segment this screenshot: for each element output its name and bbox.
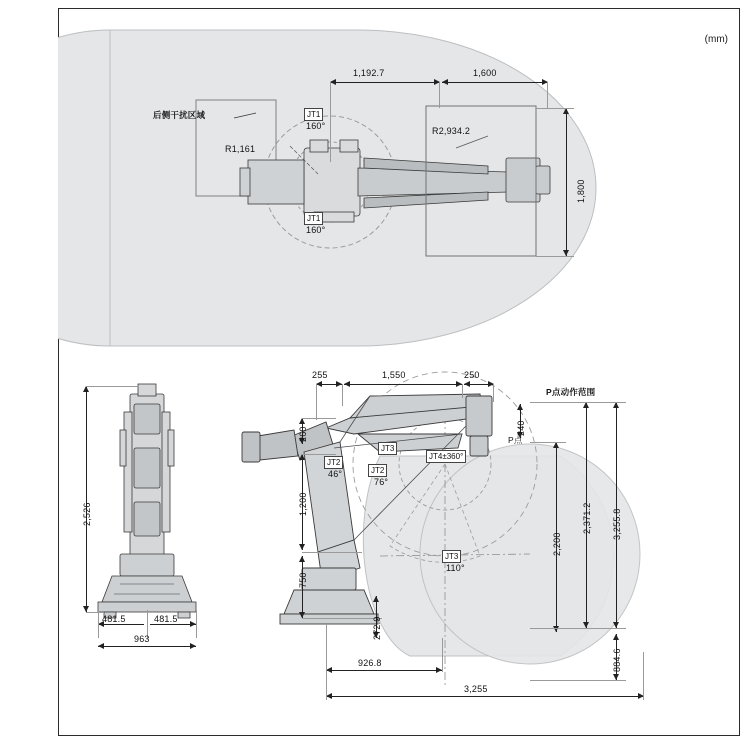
dim-arrow-left7 bbox=[464, 381, 470, 387]
dim-8846-label: 884.6 bbox=[612, 648, 622, 672]
dim-arrow-up7 bbox=[517, 404, 523, 410]
unit-label: (mm) bbox=[704, 34, 728, 45]
dim-2526-label: 2,526 bbox=[82, 502, 92, 526]
ext-line-p bbox=[302, 454, 336, 455]
jt1-top-tag: JT1 bbox=[304, 108, 323, 121]
ext-line-m bbox=[462, 384, 463, 398]
front-view-working-envelope bbox=[230, 356, 740, 726]
jt2b-angle: 76° bbox=[374, 477, 389, 487]
ext-line-w bbox=[530, 442, 566, 443]
dim-23712-label: 2,371.2 bbox=[582, 502, 592, 534]
dim-3255-label: 3,255 bbox=[464, 684, 488, 694]
jt2b-tag: JT2 bbox=[368, 464, 387, 477]
jt4-tag: JT4±360° bbox=[426, 450, 466, 463]
ext-line-e bbox=[536, 256, 574, 257]
jt3-tag: JT3 bbox=[442, 550, 461, 563]
ext-line-j bbox=[196, 610, 197, 638]
jt3-angle: 110° bbox=[446, 563, 465, 573]
r2934-label: R2,934.2 bbox=[432, 126, 471, 136]
dim-481-right-label: 481.5 bbox=[154, 614, 178, 624]
dim-750-label: 750 bbox=[298, 572, 308, 588]
dim-1550-label: 1,550 bbox=[382, 370, 406, 380]
dim-1200-label: 1,200 bbox=[298, 492, 308, 516]
ext-line-c bbox=[547, 82, 548, 108]
dim-arrow-left2 bbox=[442, 79, 448, 85]
dim-481-left-label: 481.5 bbox=[102, 614, 126, 624]
dim-arrow-down9 bbox=[553, 626, 559, 632]
dim-260-label: 260 bbox=[298, 426, 308, 442]
rear-interference-label: 后侧干扰区域 bbox=[153, 110, 206, 120]
dim-arrow-up8 bbox=[373, 596, 379, 602]
dim-1800-label: 1,800 bbox=[576, 179, 586, 203]
dim-963-label: 963 bbox=[134, 634, 150, 644]
dim-line-1600 bbox=[442, 82, 548, 83]
ext-line-q bbox=[302, 552, 362, 553]
dim-line-1192 bbox=[330, 82, 440, 83]
ext-line-y bbox=[530, 680, 626, 681]
dim-2729-label: 272.9 bbox=[372, 616, 382, 640]
jt1-bottom-tag: JT1 bbox=[304, 212, 323, 225]
ext-line-v bbox=[530, 402, 626, 403]
ext-line-g bbox=[86, 612, 104, 613]
jt2-tag: JT2 bbox=[324, 456, 343, 469]
ext-line-h bbox=[98, 610, 99, 638]
dim-arrow-up6 bbox=[299, 556, 305, 562]
dim-1192-label: 1,192.7 bbox=[353, 68, 385, 78]
dim-32558-label: 3,255.8 bbox=[612, 508, 622, 540]
dim-240-label: 240 bbox=[516, 420, 526, 436]
jt1-bottom-angle: 160° bbox=[306, 225, 326, 235]
p-point-range-label: P点动作范围 bbox=[546, 387, 596, 397]
dim-255-label: 255 bbox=[312, 370, 328, 380]
top-view-working-envelope bbox=[58, 8, 740, 356]
dim-line-963 bbox=[98, 646, 196, 647]
dim-1600-label: 1,600 bbox=[473, 68, 497, 78]
ext-line-t bbox=[442, 638, 443, 672]
dim-line-1800 bbox=[566, 108, 567, 256]
dim-arrow-left6 bbox=[344, 381, 350, 387]
jt1-top-angle: 160° bbox=[306, 121, 326, 131]
ext-line-x bbox=[530, 628, 626, 629]
ext-line-d bbox=[536, 108, 574, 109]
dim-line-2526 bbox=[86, 386, 87, 612]
ext-line-a bbox=[330, 82, 331, 162]
ext-line-b bbox=[439, 82, 440, 108]
ext-line-s bbox=[326, 624, 327, 700]
dim-9268-label: 926.8 bbox=[358, 658, 382, 668]
p-point-label: P点 bbox=[508, 435, 523, 445]
dim-line-481a bbox=[98, 624, 144, 625]
dim-250-label: 250 bbox=[464, 370, 480, 380]
ext-line-l bbox=[342, 384, 343, 406]
jt2-angle: 46° bbox=[328, 469, 343, 479]
dim-line-1550 bbox=[344, 384, 462, 385]
dim-arrow-down5 bbox=[299, 544, 305, 550]
ext-line-k bbox=[316, 384, 317, 420]
dim-2200-label: 2,200 bbox=[552, 532, 562, 556]
dim-arrow-left4 bbox=[98, 643, 104, 649]
ext-line-u bbox=[643, 652, 644, 700]
dim-line-3255 bbox=[326, 696, 644, 697]
jt3-top-tag: JT3 bbox=[378, 442, 397, 455]
ext-line-r bbox=[302, 618, 382, 619]
r1161-label: R1,161 bbox=[225, 144, 256, 154]
ext-line-f bbox=[86, 386, 138, 387]
dim-arrow-up12 bbox=[613, 634, 619, 640]
ext-line-o bbox=[302, 418, 336, 419]
ext-line-n bbox=[493, 384, 494, 402]
dim-line-9268 bbox=[326, 670, 442, 671]
dim-arrow-right4 bbox=[190, 643, 196, 649]
